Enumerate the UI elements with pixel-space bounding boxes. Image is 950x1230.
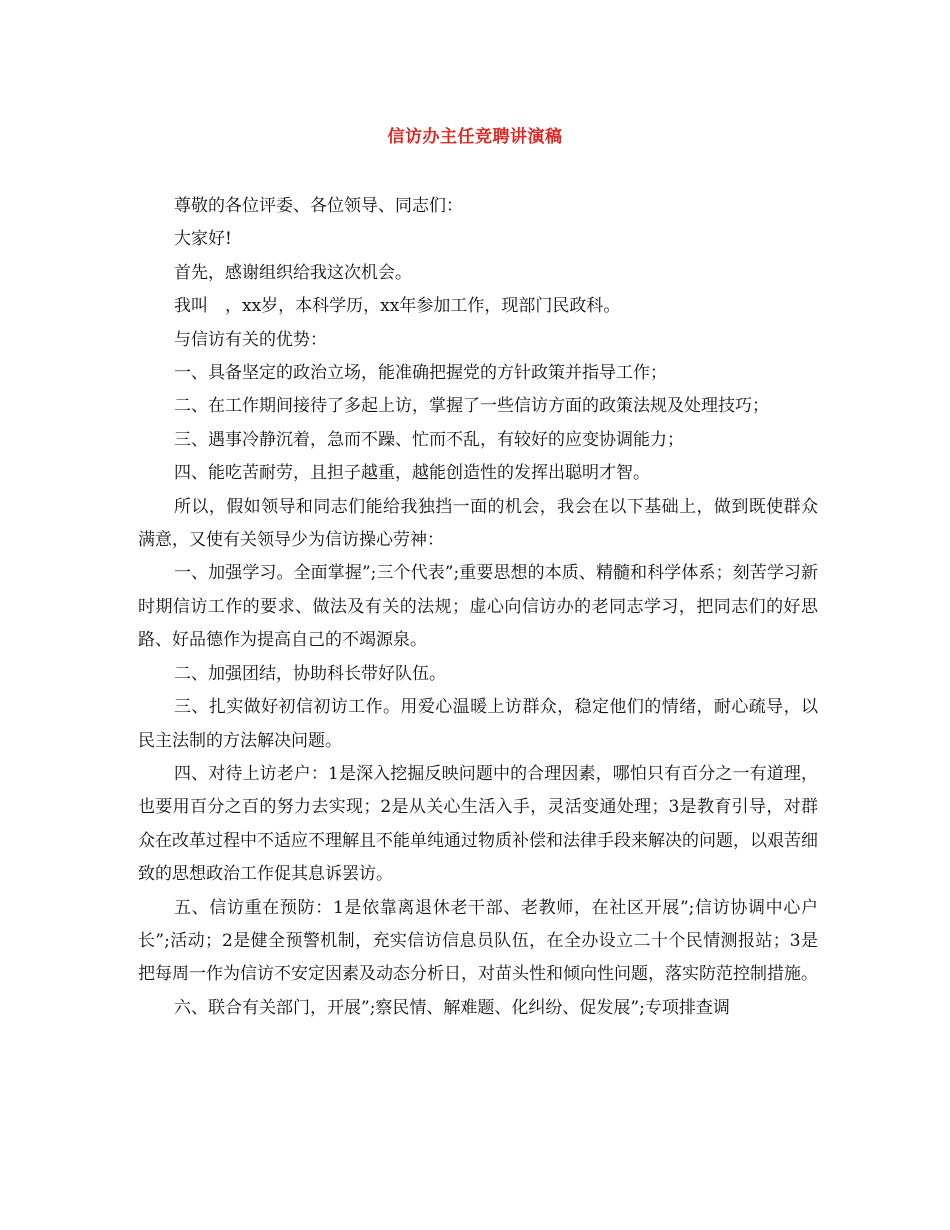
paragraph: 三、扎实做好初信初访工作。用爱心温暖上访群众，稳定他们的情绪，耐心疏导，以民主法制的方法解决问题。 xyxy=(138,697,818,751)
paragraph: 一、加强学习。全面掌握”;三个代表”;重要思想的本质、精髓和科学体系；刻苦学习新时期信访工作的要求、做法及有关的法规；虚心向信访办的老同志学习，把同志们的好思路、好品德作为提高自己的不竭源泉。 xyxy=(138,563,818,651)
paragraph: 六、联合有关部门，开展”;察民情、解难题、化纠纷、促发展”;专项排查调 xyxy=(174,997,730,1018)
paragraph: 五、信访重在预防：1是依靠离退休老干部、老教师，在社区开展”;信访协调中心户长”;活动；2是健全预警机制，充实信访信息员队伍，在全办设立二十个民情测报站；3是把每周一作为信访不安定因素及动态分析日，对苗头性和倾向性问题，落实防范控制措施。 xyxy=(138,897,818,985)
paragraph: 与信访有关的优势： xyxy=(174,329,327,350)
paragraph: 首先，感谢组织给我这次机会。 xyxy=(174,262,412,283)
paragraph: 我叫 ，xx岁，本科学历，xx年参加工作，现部门民政科。 xyxy=(174,296,621,317)
document-body xyxy=(138,190,818,1025)
paragraph: 尊敬的各位评委、各位领导、同志们： xyxy=(174,196,463,216)
paragraph: 一、具备坚定的政治立场，能准确把握党的方针政策并指导工作； xyxy=(174,363,667,384)
paragraph: 四、能吃苦耐劳，且担子越重，越能创造性的发挥出聪明才智。 xyxy=(174,463,650,484)
paragraph: 二、加强团结，协助科长带好队伍。 xyxy=(174,663,446,684)
paragraph: 所以，假如领导和同志们能给我独挡一面的机会，我会在以下基础上，做到既使群众满意，又使有关领导少为信访操心劳神： xyxy=(138,496,818,551)
document-title: 信访办主任竞聘讲演稿 xyxy=(387,127,563,147)
paragraph: 二、在工作期间接待了多起上访，掌握了一些信访方面的政策法规及处理技巧； xyxy=(174,396,769,417)
paragraph: 大家好! xyxy=(174,229,232,250)
paragraph: 四、对待上访老户：1是深入挖掘反映问题中的合理因素，哪怕只有百分之一有道理，也要用百分之百的努力去实现；2是从关心生活入手，灵活变通处理；3是教育引导，对群众在改革过程中不适应不理解且不能单纯通过物质补偿和法律手段来解决的问题，以艰苦细致的思想政治工作促其息诉罢访。 xyxy=(138,763,818,885)
paragraph: 三、遇事冷静沉着，急而不躁、忙而不乱，有较好的应变协调能力； xyxy=(174,429,684,450)
